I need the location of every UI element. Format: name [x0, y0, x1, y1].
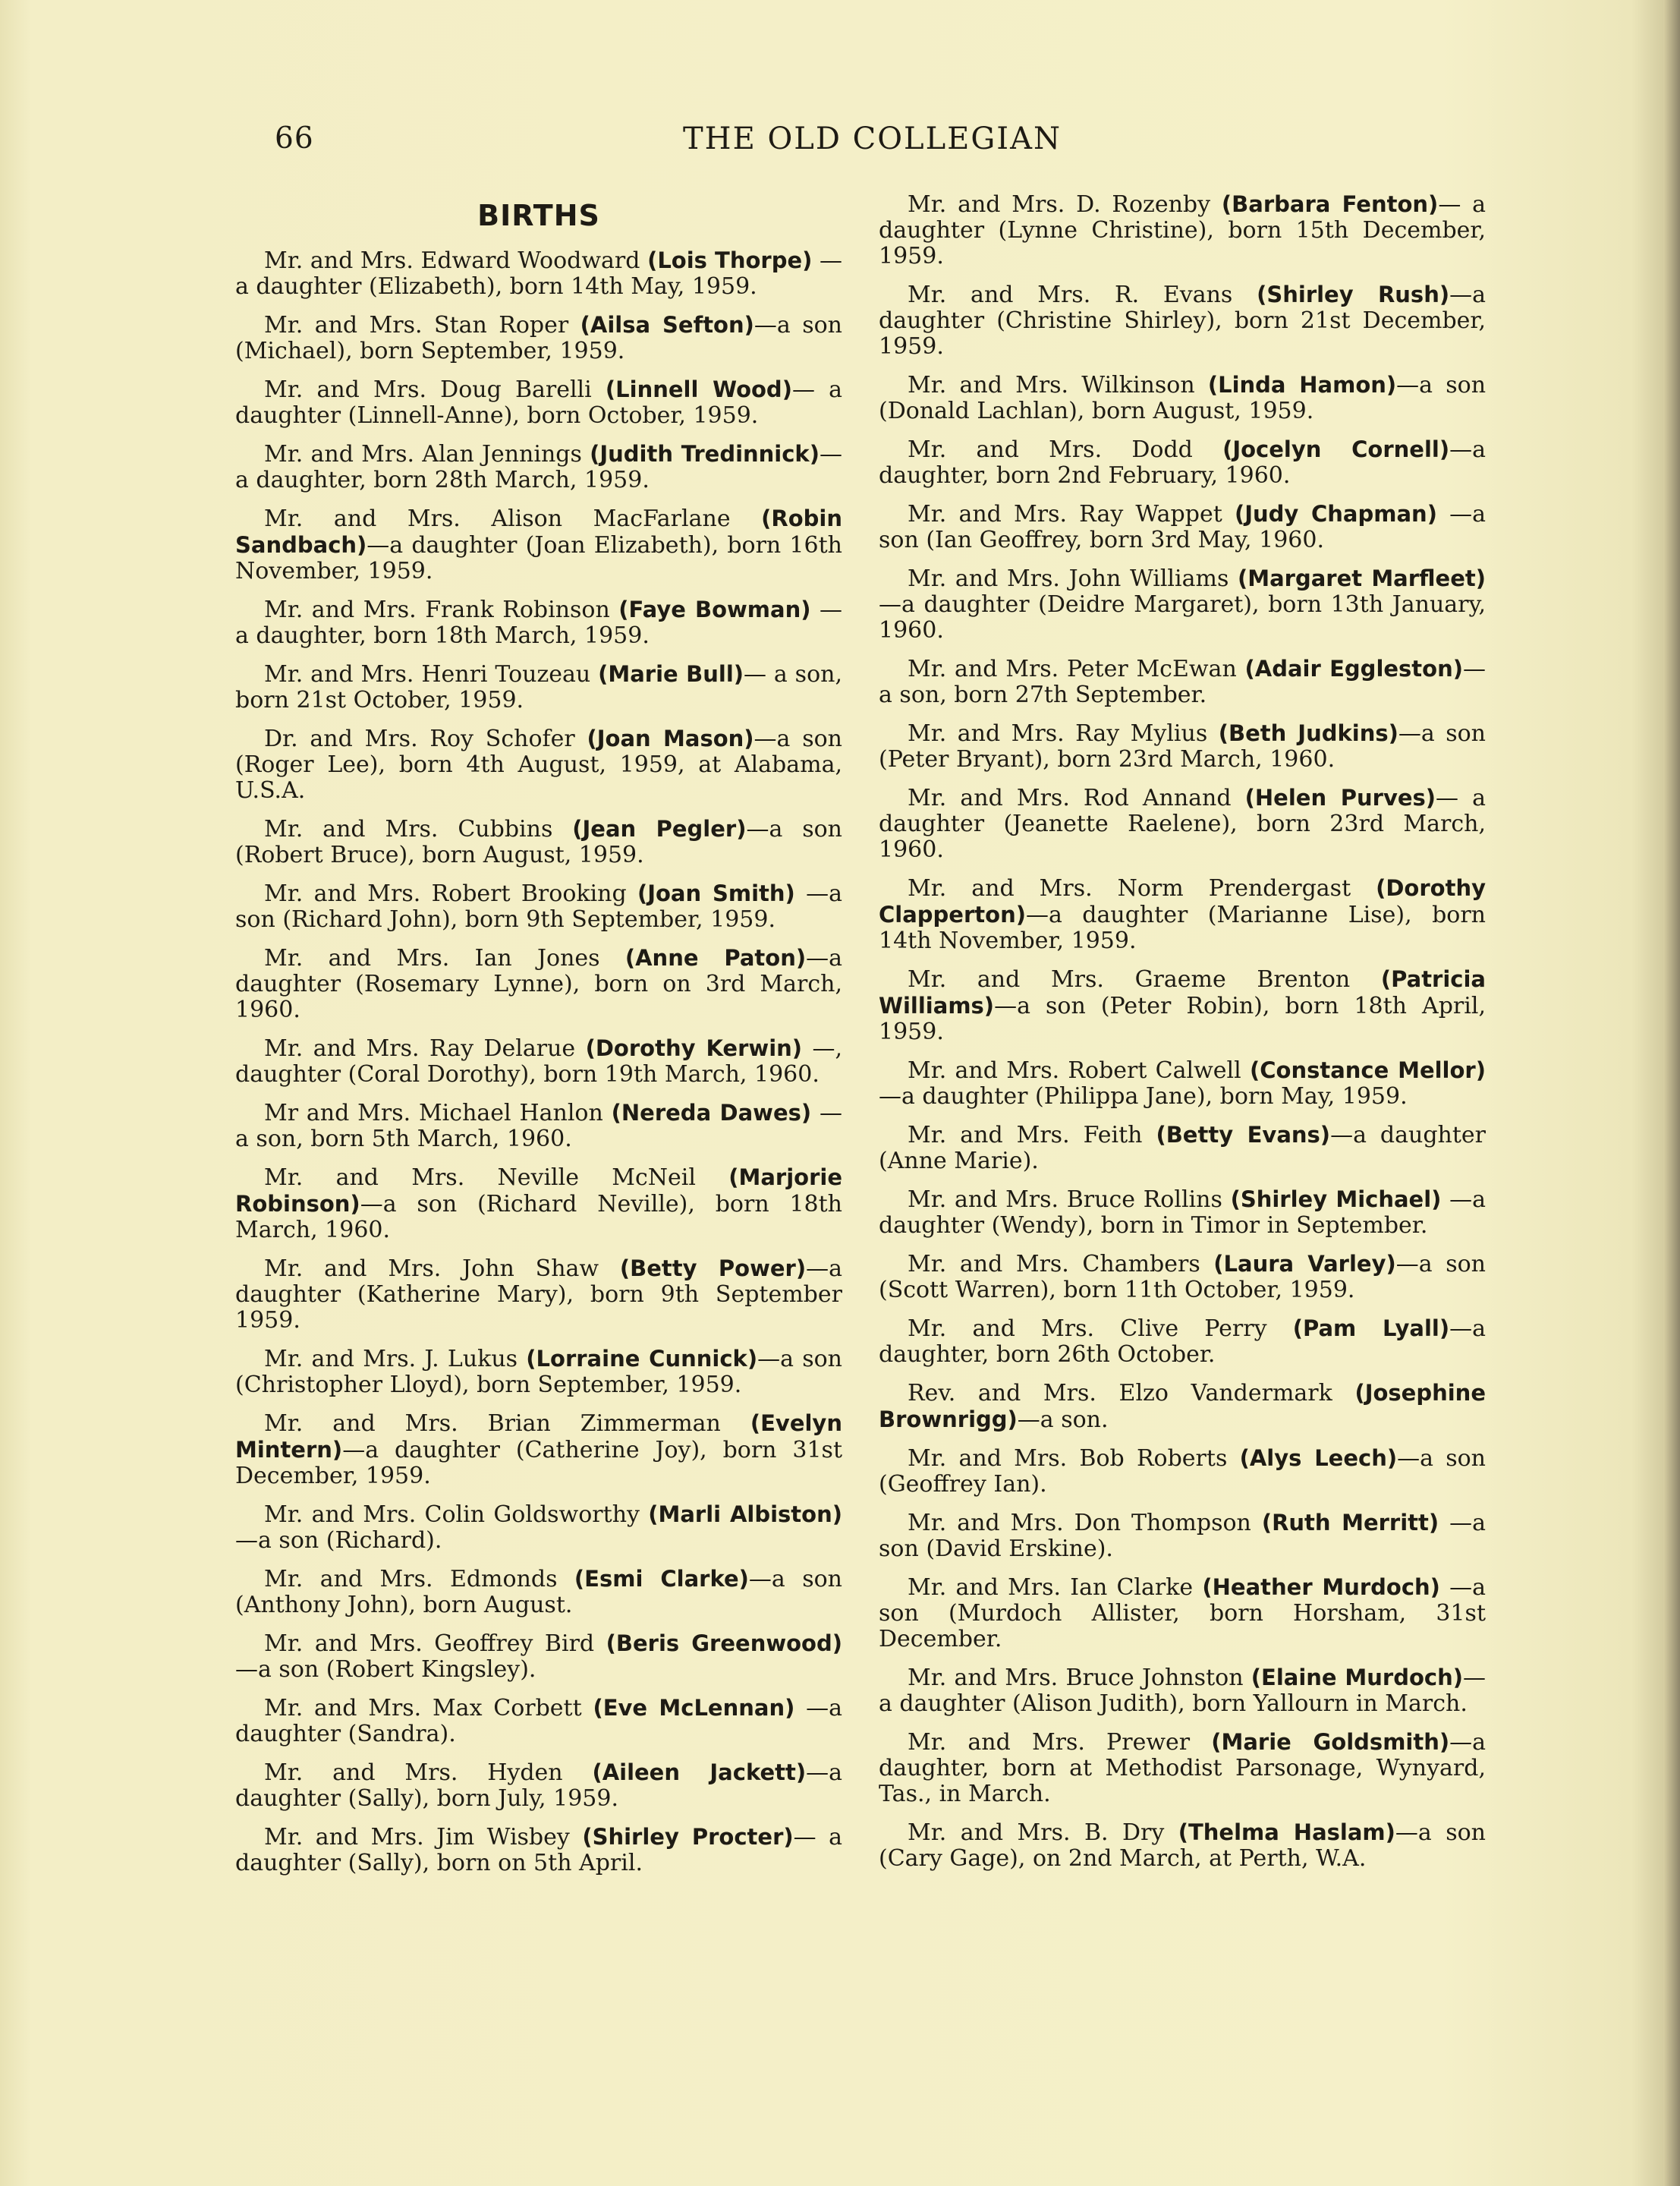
entry-parents: Mr and Mrs. Michael Hanlon	[264, 1100, 612, 1126]
entry-maiden-name: (Judy Chapman)	[1234, 501, 1437, 527]
entry-maiden-name: (Dorothy Kerwin)	[585, 1035, 803, 1061]
birth-entry	[235, 1255, 842, 1334]
entry-details: —a son (Donald Lachlan), born August, 1959.	[879, 372, 1487, 424]
entry-maiden-name: (Marie Goldsmith)	[1211, 1729, 1450, 1755]
entry-maiden-name: (Jean Pegler)	[572, 816, 747, 842]
entry-maiden-name: (Marjorie Robinson)	[235, 1164, 842, 1217]
birth-entry	[879, 966, 1486, 1045]
birth-entry	[235, 726, 842, 804]
left-entry-list	[235, 247, 842, 1876]
birth-entry	[879, 1729, 1486, 1807]
entry-parents: Mr. and Mrs. R. Evans	[908, 282, 1257, 308]
entry-maiden-name: (Linnell Wood)	[605, 376, 792, 402]
entry-maiden-name: (Jocelyn Cornell)	[1222, 436, 1450, 462]
entry-parents: Mr. and Mrs. John Williams	[908, 565, 1238, 592]
birth-entry	[879, 1665, 1486, 1717]
entry-maiden-name: (Linda Hamon)	[1207, 372, 1397, 398]
entry-details: —a daughter (Marianne Lise), born 14th November, 1959.	[879, 902, 1486, 954]
entry-parents: Mr. and Mrs. D. Rozenby	[908, 191, 1222, 218]
entry-details: —a daughter, born 28th March, 1959.	[235, 441, 842, 493]
entry-maiden-name: (Nereda Dawes)	[611, 1100, 812, 1126]
birth-entry	[235, 1759, 842, 1812]
entry-parents: Mr. and Mrs. Alison MacFarlane	[264, 506, 762, 532]
entry-maiden-name: (Helen Purves)	[1244, 785, 1436, 811]
entry-parents: Mr. and Mrs. Peter McEwan	[908, 656, 1245, 682]
entry-parents: Mr. and Mrs. Dodd	[908, 436, 1223, 463]
entry-details: —a son (Robert Bruce), born August, 1959.	[235, 816, 842, 868]
birth-entry	[879, 1122, 1486, 1174]
entry-maiden-name: (Ailsa Sefton)	[580, 312, 754, 338]
entry-maiden-name: (Thelma Haslam)	[1178, 1819, 1395, 1845]
entry-parents: Mr. and Mrs. Robert Calwell	[908, 1057, 1250, 1084]
entry-details: — a daughter (Sally), born on 5th April.	[235, 1824, 842, 1876]
entry-parents: Mr. and Mrs. John Shaw	[264, 1255, 620, 1282]
entry-details: —a daughter, born at Methodist Parsonage, Wynyard, Tas., in March.	[879, 1729, 1487, 1807]
entry-parents: Mr. and Mrs. Robert Brooking	[264, 880, 637, 907]
birth-entry	[235, 1695, 842, 1747]
entry-maiden-name: (Beth Judkins)	[1218, 720, 1398, 746]
entry-maiden-name: (Dorothy Clapperton)	[879, 875, 1486, 928]
birth-entry	[879, 191, 1486, 269]
entry-maiden-name: (Heather Murdoch)	[1202, 1574, 1440, 1600]
entry-details: —a daughter (Sally), born July, 1959.	[235, 1759, 842, 1812]
entry-maiden-name: (Lois Thorpe)	[647, 247, 813, 273]
entry-details: — a son, born 21st October, 1959.	[235, 661, 842, 713]
entry-details: —a son (Robert Kingsley).	[235, 1656, 536, 1683]
entry-parents: Mr. and Mrs. Bruce Rollins	[908, 1186, 1231, 1213]
entry-parents: Mr. and Mrs. J. Lukus	[264, 1346, 527, 1372]
birth-entry	[235, 1824, 842, 1876]
birth-entry	[235, 1630, 842, 1683]
entry-parents: Mr. and Mrs. Colin Goldsworthy	[264, 1501, 649, 1528]
entry-details: —a daughter (Joan Elizabeth), born 16th November, 1959.	[235, 532, 842, 584]
entry-parents: Mr. and Mrs. Max Corbett	[264, 1695, 593, 1721]
entry-maiden-name: (Adair Eggleston)	[1244, 656, 1463, 682]
entry-maiden-name: (Betty Evans)	[1156, 1122, 1331, 1148]
entry-maiden-name: (Eve McLennan)	[593, 1695, 795, 1721]
entry-parents: Mr. and Mrs. Cubbins	[264, 816, 573, 843]
entry-maiden-name: (Shirley Rush)	[1257, 282, 1450, 307]
entry-maiden-name: (Josephine Brownrigg)	[879, 1380, 1486, 1432]
entry-parents: Mr. and Mrs. Alan Jennings	[264, 441, 590, 468]
entry-maiden-name: (Marie Bull)	[598, 661, 744, 687]
entry-maiden-name: (Joan Smith)	[637, 880, 795, 906]
entry-parents: Mr. and Mrs. Henri Touzeau	[264, 661, 599, 688]
entry-parents: Mr. and Mrs. Neville McNeil	[264, 1164, 729, 1191]
entry-maiden-name: (Marli Albiston)	[648, 1501, 842, 1527]
entry-details: —a daughter (Christine Shirley), born 21st December, 1959.	[879, 282, 1486, 360]
entry-maiden-name: (Elaine Murdoch)	[1251, 1665, 1463, 1690]
entry-maiden-name: (Anne Paton)	[624, 945, 807, 971]
entry-details: —a son (Richard John), born 9th September, 1959.	[235, 880, 842, 933]
entry-maiden-name: (Judith Tredinnick)	[590, 441, 820, 467]
entry-details: — a daughter (Jeanette Raelene), born 23rd March, 1960.	[879, 785, 1486, 863]
birth-entry	[879, 1510, 1486, 1562]
birth-entry	[235, 816, 842, 868]
entry-maiden-name: (Shirley Michael)	[1230, 1186, 1442, 1212]
birth-entry	[235, 441, 842, 493]
entry-details: —a daughter (Rosemary Lynne), born on 3rd March, 1960.	[235, 945, 843, 1023]
entry-parents: Mr. and Mrs. Brian Zimmerman	[264, 1410, 750, 1437]
entry-details: —a daughter (Anne Marie).	[879, 1122, 1486, 1174]
entry-details: — a daughter (Linnell-Anne), born October, 1959.	[235, 376, 842, 429]
birth-entry	[879, 1186, 1486, 1239]
entry-details: —a daughter (Wendy), born in Timor in September.	[879, 1186, 1486, 1239]
entry-parents: Mr. and Mrs. Edward Woodward	[264, 247, 648, 274]
entry-maiden-name: (Patricia Williams)	[879, 966, 1486, 1019]
page-number: 66	[275, 121, 314, 156]
birth-entry	[879, 1574, 1486, 1652]
birth-entry	[879, 875, 1486, 954]
birth-entry	[235, 312, 842, 364]
birth-entry	[235, 247, 842, 300]
entry-maiden-name: (Joan Mason)	[587, 726, 754, 751]
birth-entry	[879, 1057, 1486, 1110]
birth-entry	[235, 880, 842, 933]
entry-details: —a son (David Erskine).	[879, 1510, 1487, 1562]
birth-entry	[879, 436, 1486, 489]
entry-details: —a son (Richard).	[235, 1527, 442, 1554]
entry-parents: Mr. and Mrs. Ian Clarke	[908, 1574, 1203, 1601]
birth-entry	[235, 1346, 842, 1398]
entry-details: —a son (Roger Lee), born 4th August, 1959, at Alabama, U.S.A.	[235, 726, 842, 804]
entry-parents: Mr. and Mrs. Edmonds	[264, 1566, 574, 1592]
entry-details: —a daughter (Katherine Mary), born 9th September 1959.	[235, 1255, 842, 1334]
entry-parents: Mr. and Mrs. Rod Annand	[908, 785, 1245, 811]
book-spine-shadow	[1663, 0, 1680, 2186]
entry-maiden-name: (Betty Power)	[619, 1255, 807, 1281]
entry-details: —a son (Christopher Lloyd), born September, 1959.	[235, 1346, 842, 1398]
section-title: BIRTHS	[477, 199, 600, 232]
entry-details: — a daughter (Lynne Christine), born 15th December, 1959.	[879, 191, 1486, 269]
birth-entry	[879, 1380, 1486, 1433]
entry-parents: Mr. and Mrs. Feith	[908, 1122, 1156, 1148]
entry-parents: Mr. and Mrs. Ian Jones	[264, 945, 625, 972]
birth-entry	[879, 1315, 1486, 1368]
entry-parents: Mr. and Mrs. Clive Perry	[908, 1315, 1293, 1342]
entry-parents: Mr. and Mrs. Ray Wappet	[908, 501, 1235, 528]
entry-details: —a daughter, born 26th October.	[879, 1315, 1486, 1368]
entry-details: —a daughter (Catherine Joy), born 31st December, 1959.	[235, 1437, 842, 1489]
entry-parents: Mr. and Mrs. Ray Mylius	[908, 720, 1219, 747]
birth-entry	[879, 1445, 1486, 1498]
birth-entry	[235, 506, 842, 584]
birth-entry	[879, 656, 1486, 708]
entry-parents: Mr. and Mrs. Don Thompson	[908, 1510, 1262, 1536]
birth-entry	[879, 1251, 1486, 1303]
birth-entry	[235, 661, 842, 713]
entry-maiden-name: (Barbara Fenton)	[1221, 191, 1439, 217]
entry-parents: Mr. and Mrs. Geoffrey Bird	[264, 1630, 606, 1657]
birth-entry	[879, 372, 1486, 424]
birth-entry	[235, 1566, 842, 1618]
birth-entry	[879, 720, 1486, 773]
entry-parents: Mr. and Mrs. Norm Prendergast	[908, 875, 1376, 902]
entry-details: —a son (Anthony John), born August.	[235, 1566, 843, 1618]
birth-entry	[235, 1164, 842, 1243]
entry-parents: Mr. and Mrs. Wilkinson	[908, 372, 1208, 398]
entry-maiden-name: (Evelyn Mintern)	[235, 1410, 842, 1463]
birth-entry	[879, 785, 1486, 863]
entry-maiden-name: (Constance Mellor)	[1249, 1057, 1486, 1083]
entry-maiden-name: (Faye Bowman)	[618, 597, 811, 622]
entry-details: —a daughter (Philippa Jane), born May, 1959.	[879, 1083, 1408, 1110]
entry-maiden-name: (Lorraine Cunnick)	[526, 1346, 758, 1372]
entry-parents: Mr. and Mrs. Hyden	[264, 1759, 593, 1786]
entry-details: —a daughter (Alison Judith), born Yallourn in March.	[879, 1665, 1486, 1717]
entry-parents: Mr. and Mrs. Jim Wisbey	[264, 1824, 583, 1851]
entry-maiden-name: (Pam Lyall)	[1292, 1315, 1450, 1341]
birth-entry	[879, 1819, 1486, 1872]
entry-parents: Mr. and Mrs. Chambers	[908, 1251, 1214, 1277]
entry-details: —a son (Michael), born September, 1959.	[235, 312, 842, 364]
entry-details: —a son (Scott Warren), born 11th October, 1959.	[879, 1251, 1486, 1303]
entry-parents: Mr. and Mrs. Bruce Johnston	[908, 1665, 1251, 1691]
entry-maiden-name: (Aileen Jackett)	[592, 1759, 807, 1785]
entry-details: —a daughter (Elizabeth), born 14th May, 1959.	[235, 247, 842, 300]
birth-entry	[235, 1410, 842, 1489]
entry-parents: Dr. and Mrs. Roy Schofer	[264, 726, 587, 752]
entry-parents: Mr. and Mrs. Stan Roper	[264, 312, 580, 339]
entry-maiden-name: (Beris Greenwood)	[606, 1630, 842, 1656]
entry-details: —a son, born 5th March, 1960.	[235, 1100, 842, 1152]
right-entry-list	[879, 191, 1486, 1872]
entry-details: —a son.	[1017, 1406, 1109, 1433]
entry-details: —, daughter (Coral Dorothy), born 19th March, 1960.	[235, 1035, 843, 1088]
birth-entry	[235, 1100, 842, 1152]
entry-details: —a son (Geoffrey Ian).	[879, 1445, 1487, 1498]
entry-maiden-name: (Margaret Marfleet)	[1237, 565, 1486, 591]
entry-parents: Mr. and Mrs. Ray Delarue	[264, 1035, 586, 1062]
entry-maiden-name: (Laura Varley)	[1213, 1251, 1396, 1277]
entry-details: —a daughter, born 2nd February, 1960.	[879, 436, 1486, 489]
entry-details: —a son (Ian Geoffrey, born 3rd May, 1960.	[879, 501, 1486, 553]
entry-maiden-name: (Ruth Merritt)	[1261, 1510, 1439, 1536]
entry-parents: Mr. and Mrs. Doug Barelli	[264, 376, 606, 403]
birth-entry	[879, 565, 1486, 644]
left-column	[235, 191, 842, 1888]
entry-parents: Mr. and Mrs. Frank Robinson	[264, 597, 619, 623]
entry-details: —a daughter, born 18th March, 1959.	[235, 597, 842, 649]
birth-entry	[235, 376, 842, 429]
entry-details: —a daughter (Sandra).	[235, 1695, 842, 1747]
entry-parents: Mr. and Mrs. Bob Roberts	[908, 1445, 1240, 1472]
entry-maiden-name: (Alys Leech)	[1239, 1445, 1398, 1471]
entry-details: —a son (Murdoch Allister, born Horsham, 31st December.	[879, 1574, 1487, 1652]
entry-maiden-name: (Shirley Procter)	[582, 1824, 794, 1850]
entry-details: —a son, born 27th September.	[879, 656, 1486, 708]
birth-entry	[879, 501, 1486, 553]
birth-entry	[235, 945, 842, 1023]
right-column	[879, 191, 1486, 1884]
running-head: THE OLD COLLEGIAN	[683, 121, 1062, 156]
entry-parents: Mr. and Mrs. B. Dry	[908, 1819, 1178, 1846]
entry-parents: Rev. and Mrs. Elzo Vandermark	[908, 1380, 1355, 1406]
entry-parents: Mr. and Mrs. Graeme Brenton	[908, 966, 1381, 993]
entry-parents: Mr. and Mrs. Prewer	[908, 1729, 1212, 1756]
birth-entry	[235, 597, 842, 649]
birth-entry	[879, 282, 1486, 360]
birth-entry	[235, 1035, 842, 1088]
entry-maiden-name: (Robin Sandbach)	[235, 506, 842, 558]
entry-details: —a son (Peter Robin), born 18th April, 1959.	[879, 993, 1486, 1045]
entry-details: —a son (Peter Bryant), born 23rd March, 1960.	[879, 720, 1487, 773]
entry-details: —a daughter (Deidre Margaret), born 13th January, 1960.	[879, 591, 1486, 644]
birth-entry	[235, 1501, 842, 1554]
entry-details: —a son (Richard Neville), born 18th March, 1960.	[235, 1191, 842, 1243]
entry-maiden-name: (Esmi Clarke)	[574, 1566, 749, 1592]
entry-details: —a son (Cary Gage), on 2nd March, at Perth, W.A.	[879, 1819, 1486, 1872]
